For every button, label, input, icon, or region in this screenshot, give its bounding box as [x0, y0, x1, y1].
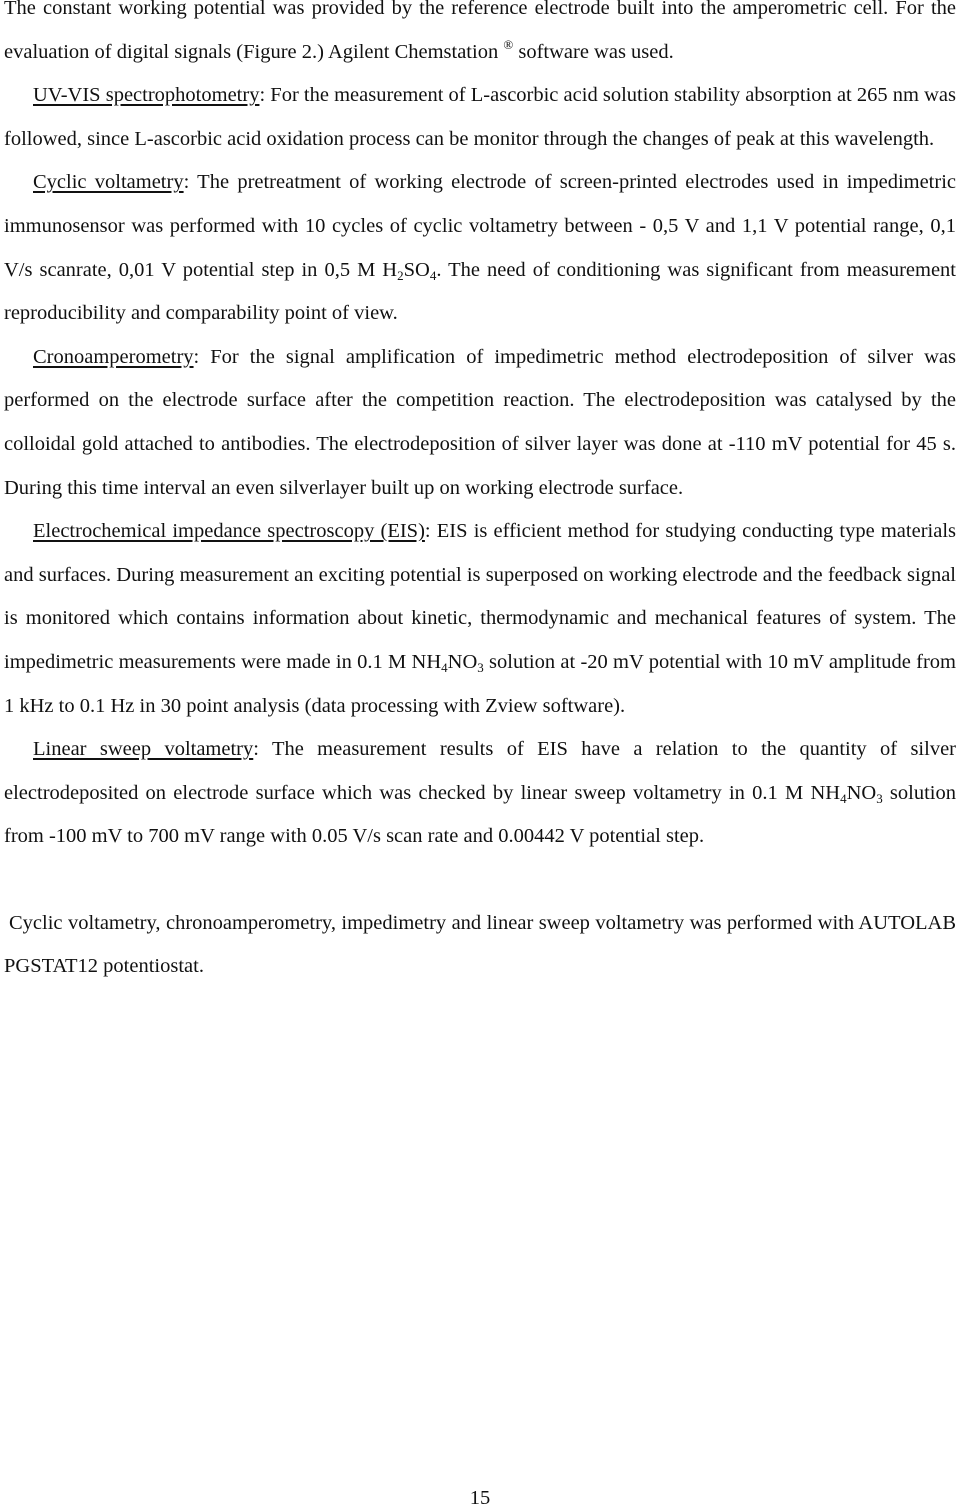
eis-subscript-b: 3 — [477, 659, 484, 675]
ca-heading: Cronoamperometry — [33, 345, 194, 368]
eis-body-b: NO — [447, 650, 478, 673]
paragraph-cyclic-voltametry — [4, 161, 956, 335]
registered-mark: ® — [503, 36, 514, 52]
intro-text-after: software was used. — [513, 40, 674, 63]
lsv-subscript-a: 4 — [840, 790, 847, 806]
cv-subscript-b: 4 — [429, 267, 437, 283]
lsv-body-b: NO — [846, 781, 877, 804]
cv-body-c: . The need of conditioning was significant from measurement reproducibility and comparability point of view. — [4, 258, 956, 325]
cv-body-b: SO — [403, 258, 430, 281]
uv-vis-heading: UV-VIS spectrophotometry — [33, 84, 260, 107]
ca-body: : For the signal amplification of impedimetric method electrodeposition of silver was performed on the electrode surface after the competition reaction. The electrodeposition was catalysed by the colloidal gold attached to antibodies. The electrodeposition of silver layer was done at -110 mV potential for 45 s. During this time interval an even silverlayer built up on working electrode surface. — [4, 345, 956, 499]
eis-body-c: solution at -20 mV potential with 10 mV amplitude from 1 kHz to 0.1 Hz in 30 point analysis (data processing with Zview software). — [4, 650, 956, 717]
paragraph-cronoamperometry — [4, 336, 956, 510]
uv-vis-body: : For the measurement of L-ascorbic acid solution stability absorption at 265 nm was followed, since L-ascorbic acid oxidation process can be monitor through the changes of peak at this wavelength. — [4, 84, 957, 150]
document-page — [4, 0, 956, 989]
eis-heading: Electrochemical impedance spectroscopy (EIS) — [33, 520, 425, 543]
eis-subscript-a: 4 — [441, 659, 448, 675]
cv-subscript-a: 2 — [397, 267, 404, 283]
lsv-body-a: : The measurement results of EIS have a relation to the quantity of silver electrodeposited on electrode surface which was checked by linear sweep voltametry in 0.1 M NH — [4, 738, 957, 804]
lsv-subscript-b: 3 — [876, 790, 883, 806]
closing-text: Cyclic voltametry, chronoamperometry, impedimetry and linear sweep voltametry was performed with AUTOLAB PGSTAT12 potentiostat. — [4, 911, 956, 978]
paragraph-linear-sweep — [4, 728, 956, 859]
paragraph-intro — [4, 0, 956, 74]
paragraph-uv-vis — [4, 74, 956, 161]
cv-heading: Cyclic voltametry — [33, 171, 184, 194]
eis-body-a: : EIS is efficient method for studying conducting type materials and surfaces. During measurement an exciting potential is superposed on working electrode and the feedback signal is monitored which contains information about kinetic, thermodynamic and mechanical features of system. The impedimetric measurements were made in 0.1 M NH — [4, 520, 956, 673]
cv-body-a: : The pretreatment of working electrode of screen-printed electrodes used in impedimetric immunosensor was performed with 10 cycles of cyclic voltametry between - 0,5 V and 1,1 V potential range, 0,1 V/s scanrate, 0,01 V potential step in 0,5 M H — [4, 171, 956, 281]
page-number: 15 — [469, 1487, 491, 1509]
lsv-heading: Linear sweep voltametry — [33, 738, 254, 761]
intro-text: The constant working potential was provided by the reference electrode built into the amperometric cell. For the evaluation of digital signals (Figure 2.) Agilent Chemstation — [4, 0, 956, 63]
paragraph-eis — [4, 510, 956, 728]
paragraph-closing — [4, 902, 956, 989]
lsv-body-c: solution from -100 mV to 700 mV range with 0.05 V/s scan rate and 0.00442 V potential step. — [4, 781, 956, 848]
